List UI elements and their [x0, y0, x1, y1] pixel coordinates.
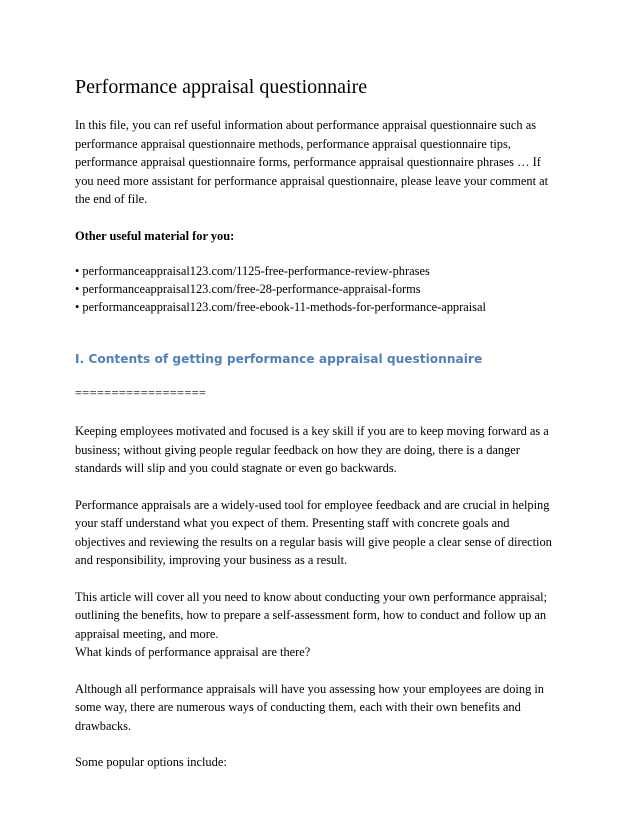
useful-material-heading: Other useful material for you: [75, 228, 235, 243]
paragraph-line: appraisal meeting, and more. [75, 626, 219, 641]
document-page [75, 74, 567, 790]
intro-line: performance appraisal questionnaire forms, performance appraisal questionnaire phrases … If [75, 155, 541, 169]
body-paragraph [75, 753, 567, 772]
link-item[interactable]: • performanceappraisal123.com/free-ebook-11-methods-for-performance-appraisal [75, 300, 486, 314]
link-item[interactable]: • performanceappraisal123.com/1125-free-performance-review-phrases [75, 264, 430, 278]
paragraph-line: and responsibility, improving your business as a result. [75, 553, 348, 567]
intro-paragraph [75, 116, 567, 209]
body-paragraph [75, 422, 567, 478]
intro-line: the end of file. [75, 192, 148, 206]
intro-line: performance appraisal questionnaire methods, performance appraisal questionnaire tips, [75, 136, 511, 151]
paragraph-line: your staff understand what you expect of them. Presenting staff with concrete goals and [75, 516, 510, 530]
paragraph-line: Some popular options include: [75, 755, 227, 769]
paragraph-line: outlining the benefits, how to prepare a self-assessment form, how to conduct and follow up an [75, 608, 547, 622]
intro-line: you need more assistant for performance appraisal questionnaire, please leave your comment at [75, 173, 549, 188]
paragraph-line: objectives and reviewing the results on a regular basis will give people a clear sense of direction [75, 534, 552, 549]
link-item[interactable]: • performanceappraisal123.com/free-28-performance-appraisal-forms [75, 282, 421, 296]
paragraph-line: Although all performance appraisals will have you assessing how your employees are doing in [75, 681, 545, 696]
section-heading: I. Contents of getting performance appraisal questionnaire [75, 352, 483, 366]
body-paragraph [75, 588, 567, 662]
body-paragraph [75, 680, 567, 736]
paragraph-line: This article will cover all you need to know about conducting your own performance appraisal; [75, 589, 548, 604]
separator-line: ================== [75, 386, 207, 400]
paragraph-line: Performance appraisals are a widely-used tool for employee feedback and are crucial in helping [75, 497, 550, 512]
paragraph-line: some way, there are numerous ways of conducting them, each with their own benefits and [75, 700, 521, 714]
paragraph-line: drawbacks. [75, 718, 132, 733]
body-paragraph [75, 496, 567, 570]
paragraph-line: What kinds of performance appraisal are there? [75, 645, 311, 659]
useful-links-list [75, 262, 567, 316]
paragraph-line: Keeping employees motivated and focused is a key skill if you are to keep moving forward as a [75, 424, 549, 438]
document-title: Performance appraisal questionnaire [75, 76, 368, 98]
paragraph-line: standards will slip and you could stagnate or even go backwards. [75, 461, 397, 475]
paragraph-line: business; without giving people regular feedback on how they are doing, there is a danger [75, 442, 520, 457]
intro-line: In this file, you can ref useful information about performance appraisal questionnaire such as [75, 118, 537, 132]
